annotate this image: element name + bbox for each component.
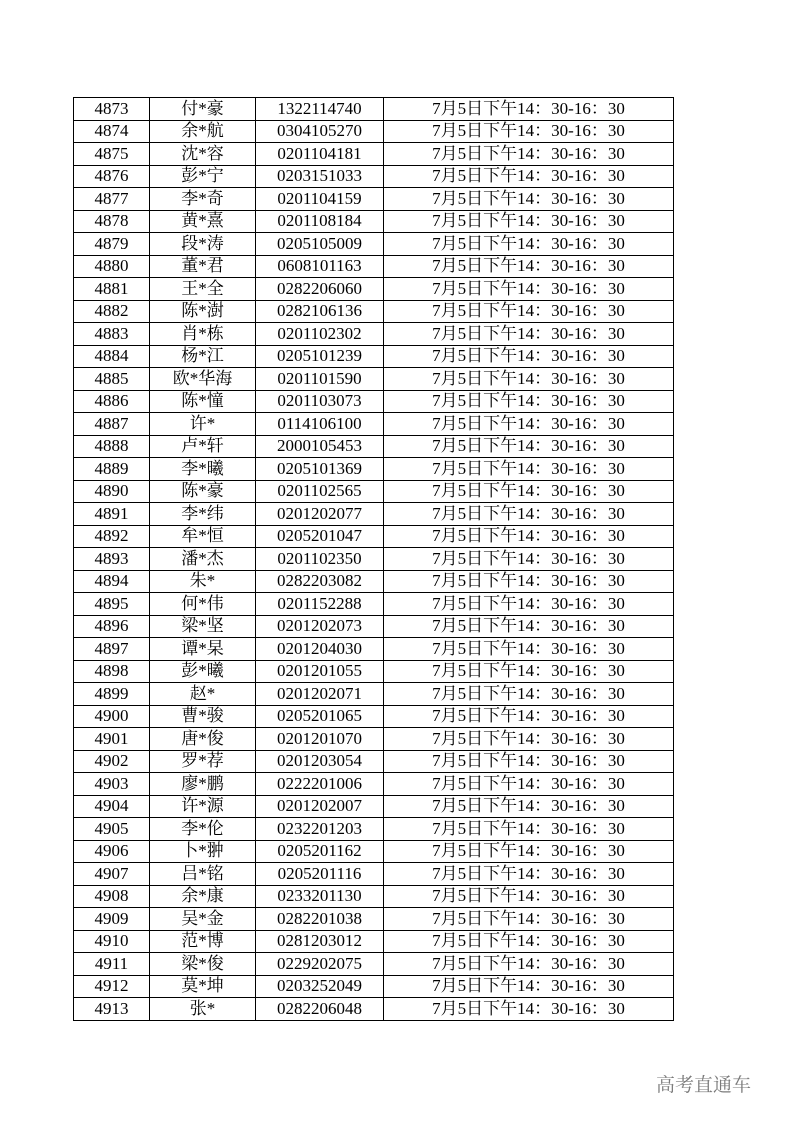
row-number-cell: 4885 [74, 368, 150, 391]
row-number-cell: 4891 [74, 503, 150, 526]
table-row [74, 345, 674, 368]
table-row [74, 458, 674, 481]
name-cell: 卜*翀 [150, 840, 256, 863]
name-cell: 潘*杰 [150, 548, 256, 571]
name-cell: 梁*坚 [150, 615, 256, 638]
exam-time-cell: 7月5日下午14：30-16：30 [384, 975, 674, 998]
row-number-cell: 4893 [74, 548, 150, 571]
table-row [74, 885, 674, 908]
table-row [74, 683, 674, 706]
exam-time-cell: 7月5日下午14：30-16：30 [384, 998, 674, 1021]
name-cell: 吴*金 [150, 908, 256, 931]
exam-time-cell: 7月5日下午14：30-16：30 [384, 503, 674, 526]
exam-time-cell: 7月5日下午14：30-16：30 [384, 278, 674, 301]
student-id-cell: 0282203082 [256, 570, 384, 593]
row-number-cell: 4897 [74, 638, 150, 661]
row-number-cell: 4908 [74, 885, 150, 908]
row-number-cell: 4901 [74, 728, 150, 751]
row-number-cell: 4874 [74, 120, 150, 143]
name-cell: 彭*宁 [150, 165, 256, 188]
name-cell: 杨*江 [150, 345, 256, 368]
table-row [74, 233, 674, 256]
row-number-cell: 4880 [74, 255, 150, 278]
exam-time-cell: 7月5日下午14：30-16：30 [384, 210, 674, 233]
table-row [74, 210, 674, 233]
student-id-cell: 0201202071 [256, 683, 384, 706]
table-row [74, 98, 674, 121]
name-cell: 黄*熹 [150, 210, 256, 233]
name-cell: 余*康 [150, 885, 256, 908]
table-row [74, 188, 674, 211]
table-row [74, 930, 674, 953]
student-id-cell: 0281203012 [256, 930, 384, 953]
table-row [74, 413, 674, 436]
row-number-cell: 4888 [74, 435, 150, 458]
student-id-cell: 0201204030 [256, 638, 384, 661]
table-row [74, 908, 674, 931]
exam-time-cell: 7月5日下午14：30-16：30 [384, 930, 674, 953]
row-number-cell: 4903 [74, 773, 150, 796]
table-row [74, 570, 674, 593]
name-cell: 彭*曦 [150, 660, 256, 683]
exam-time-cell: 7月5日下午14：30-16：30 [384, 233, 674, 256]
student-id-cell: 0205101369 [256, 458, 384, 481]
row-number-cell: 4886 [74, 390, 150, 413]
student-id-cell: 0201203054 [256, 750, 384, 773]
table-row [74, 705, 674, 728]
row-number-cell: 4890 [74, 480, 150, 503]
student-id-cell: 0201102302 [256, 323, 384, 346]
exam-time-cell: 7月5日下午14：30-16：30 [384, 255, 674, 278]
schedule-table-body [74, 98, 674, 1021]
row-number-cell: 4878 [74, 210, 150, 233]
student-id-cell: 0201201070 [256, 728, 384, 751]
exam-time-cell: 7月5日下午14：30-16：30 [384, 660, 674, 683]
row-number-cell: 4904 [74, 795, 150, 818]
student-id-cell: 0201108184 [256, 210, 384, 233]
row-number-cell: 4911 [74, 953, 150, 976]
exam-time-cell: 7月5日下午14：30-16：30 [384, 390, 674, 413]
exam-time-cell: 7月5日下午14：30-16：30 [384, 323, 674, 346]
row-number-cell: 4877 [74, 188, 150, 211]
exam-time-cell: 7月5日下午14：30-16：30 [384, 143, 674, 166]
table-row [74, 975, 674, 998]
name-cell: 李*纬 [150, 503, 256, 526]
name-cell: 陈*澍 [150, 300, 256, 323]
row-number-cell: 4887 [74, 413, 150, 436]
student-id-cell: 1322114740 [256, 98, 384, 121]
table-row [74, 143, 674, 166]
name-cell: 唐*俊 [150, 728, 256, 751]
table-row [74, 525, 674, 548]
name-cell: 牟*恒 [150, 525, 256, 548]
name-cell: 范*博 [150, 930, 256, 953]
name-cell: 曹*骏 [150, 705, 256, 728]
exam-time-cell: 7月5日下午14：30-16：30 [384, 345, 674, 368]
row-number-cell: 4909 [74, 908, 150, 931]
student-id-cell: 0114106100 [256, 413, 384, 436]
student-id-cell: 0205201047 [256, 525, 384, 548]
name-cell: 欧*华海 [150, 368, 256, 391]
table-row [74, 165, 674, 188]
table-row [74, 300, 674, 323]
student-id-cell: 0201101590 [256, 368, 384, 391]
exam-time-cell: 7月5日下午14：30-16：30 [384, 368, 674, 391]
table-row [74, 278, 674, 301]
name-cell: 余*航 [150, 120, 256, 143]
student-id-cell: 0201104159 [256, 188, 384, 211]
name-cell: 付*豪 [150, 98, 256, 121]
row-number-cell: 4912 [74, 975, 150, 998]
exam-time-cell: 7月5日下午14：30-16：30 [384, 705, 674, 728]
student-id-cell: 0201103073 [256, 390, 384, 413]
exam-time-cell: 7月5日下午14：30-16：30 [384, 818, 674, 841]
row-number-cell: 4895 [74, 593, 150, 616]
row-number-cell: 4884 [74, 345, 150, 368]
table-row [74, 818, 674, 841]
table-row [74, 863, 674, 886]
name-cell: 梁*俊 [150, 953, 256, 976]
student-id-cell: 0608101163 [256, 255, 384, 278]
name-cell: 廖*鹏 [150, 773, 256, 796]
exam-time-cell: 7月5日下午14：30-16：30 [384, 728, 674, 751]
exam-time-cell: 7月5日下午14：30-16：30 [384, 795, 674, 818]
exam-time-cell: 7月5日下午14：30-16：30 [384, 458, 674, 481]
name-cell: 许*源 [150, 795, 256, 818]
student-id-cell: 0232201203 [256, 818, 384, 841]
name-cell: 李*奇 [150, 188, 256, 211]
exam-time-cell: 7月5日下午14：30-16：30 [384, 840, 674, 863]
student-id-cell: 0205201065 [256, 705, 384, 728]
exam-time-cell: 7月5日下午14：30-16：30 [384, 435, 674, 458]
row-number-cell: 4899 [74, 683, 150, 706]
student-id-cell: 0201102350 [256, 548, 384, 571]
name-cell: 许* [150, 413, 256, 436]
table-row [74, 593, 674, 616]
row-number-cell: 4902 [74, 750, 150, 773]
name-cell: 张* [150, 998, 256, 1021]
name-cell: 王*全 [150, 278, 256, 301]
row-number-cell: 4910 [74, 930, 150, 953]
exam-time-cell: 7月5日下午14：30-16：30 [384, 908, 674, 931]
table-row [74, 120, 674, 143]
student-id-cell: 0201201055 [256, 660, 384, 683]
student-id-cell: 0205101239 [256, 345, 384, 368]
table-row [74, 998, 674, 1021]
row-number-cell: 4889 [74, 458, 150, 481]
exam-time-cell: 7月5日下午14：30-16：30 [384, 548, 674, 571]
exam-time-cell: 7月5日下午14：30-16：30 [384, 683, 674, 706]
row-number-cell: 4907 [74, 863, 150, 886]
student-id-cell: 0229202075 [256, 953, 384, 976]
name-cell: 谭*杲 [150, 638, 256, 661]
row-number-cell: 4879 [74, 233, 150, 256]
student-id-cell: 0201202073 [256, 615, 384, 638]
table-row [74, 795, 674, 818]
table-row [74, 728, 674, 751]
row-number-cell: 4906 [74, 840, 150, 863]
student-id-cell: 0201202007 [256, 795, 384, 818]
table-row [74, 750, 674, 773]
row-number-cell: 4875 [74, 143, 150, 166]
table-row [74, 368, 674, 391]
row-number-cell: 4905 [74, 818, 150, 841]
student-id-cell: 0282201038 [256, 908, 384, 931]
exam-time-cell: 7月5日下午14：30-16：30 [384, 188, 674, 211]
table-row [74, 255, 674, 278]
row-number-cell: 4900 [74, 705, 150, 728]
name-cell: 罗*荐 [150, 750, 256, 773]
watermark-text: 高考直通车 [656, 1074, 752, 1096]
row-number-cell: 4898 [74, 660, 150, 683]
name-cell: 段*涛 [150, 233, 256, 256]
name-cell: 肖*栋 [150, 323, 256, 346]
row-number-cell: 4913 [74, 998, 150, 1021]
student-id-cell: 0201102565 [256, 480, 384, 503]
schedule-table [73, 97, 674, 1021]
table-row [74, 953, 674, 976]
student-id-cell: 0201104181 [256, 143, 384, 166]
student-id-cell: 2000105453 [256, 435, 384, 458]
exam-time-cell: 7月5日下午14：30-16：30 [384, 480, 674, 503]
name-cell: 李*曦 [150, 458, 256, 481]
exam-time-cell: 7月5日下午14：30-16：30 [384, 525, 674, 548]
name-cell: 何*伟 [150, 593, 256, 616]
exam-time-cell: 7月5日下午14：30-16：30 [384, 413, 674, 436]
exam-time-cell: 7月5日下午14：30-16：30 [384, 120, 674, 143]
row-number-cell: 4876 [74, 165, 150, 188]
student-id-cell: 0201202077 [256, 503, 384, 526]
student-id-cell: 0201152288 [256, 593, 384, 616]
exam-time-cell: 7月5日下午14：30-16：30 [384, 885, 674, 908]
student-id-cell: 0205105009 [256, 233, 384, 256]
row-number-cell: 4896 [74, 615, 150, 638]
row-number-cell: 4892 [74, 525, 150, 548]
student-id-cell: 0203151033 [256, 165, 384, 188]
name-cell: 吕*铭 [150, 863, 256, 886]
student-id-cell: 0205201162 [256, 840, 384, 863]
student-id-cell: 0282106136 [256, 300, 384, 323]
row-number-cell: 4894 [74, 570, 150, 593]
name-cell: 莫*坤 [150, 975, 256, 998]
row-number-cell: 4883 [74, 323, 150, 346]
student-id-cell: 0222201006 [256, 773, 384, 796]
student-id-cell: 0282206048 [256, 998, 384, 1021]
table-row [74, 390, 674, 413]
exam-time-cell: 7月5日下午14：30-16：30 [384, 593, 674, 616]
student-id-cell: 0203252049 [256, 975, 384, 998]
row-number-cell: 4882 [74, 300, 150, 323]
exam-time-cell: 7月5日下午14：30-16：30 [384, 638, 674, 661]
name-cell: 李*伦 [150, 818, 256, 841]
table-row [74, 840, 674, 863]
table-row [74, 638, 674, 661]
name-cell: 朱* [150, 570, 256, 593]
name-cell: 赵* [150, 683, 256, 706]
table-row [74, 480, 674, 503]
exam-time-cell: 7月5日下午14：30-16：30 [384, 863, 674, 886]
row-number-cell: 4873 [74, 98, 150, 121]
table-row [74, 773, 674, 796]
exam-time-cell: 7月5日下午14：30-16：30 [384, 165, 674, 188]
table-row [74, 615, 674, 638]
exam-time-cell: 7月5日下午14：30-16：30 [384, 750, 674, 773]
name-cell: 陈*憧 [150, 390, 256, 413]
exam-time-cell: 7月5日下午14：30-16：30 [384, 570, 674, 593]
table-row [74, 323, 674, 346]
student-id-cell: 0282206060 [256, 278, 384, 301]
exam-time-cell: 7月5日下午14：30-16：30 [384, 953, 674, 976]
student-id-cell: 0205201116 [256, 863, 384, 886]
table-row [74, 548, 674, 571]
table-row [74, 503, 674, 526]
student-id-cell: 0304105270 [256, 120, 384, 143]
table-row [74, 660, 674, 683]
name-cell: 沈*容 [150, 143, 256, 166]
name-cell: 陈*豪 [150, 480, 256, 503]
exam-time-cell: 7月5日下午14：30-16：30 [384, 615, 674, 638]
exam-time-cell: 7月5日下午14：30-16：30 [384, 300, 674, 323]
exam-time-cell: 7月5日下午14：30-16：30 [384, 773, 674, 796]
name-cell: 董*君 [150, 255, 256, 278]
name-cell: 卢*轩 [150, 435, 256, 458]
student-id-cell: 0233201130 [256, 885, 384, 908]
exam-time-cell: 7月5日下午14：30-16：30 [384, 98, 674, 121]
table-row [74, 435, 674, 458]
row-number-cell: 4881 [74, 278, 150, 301]
